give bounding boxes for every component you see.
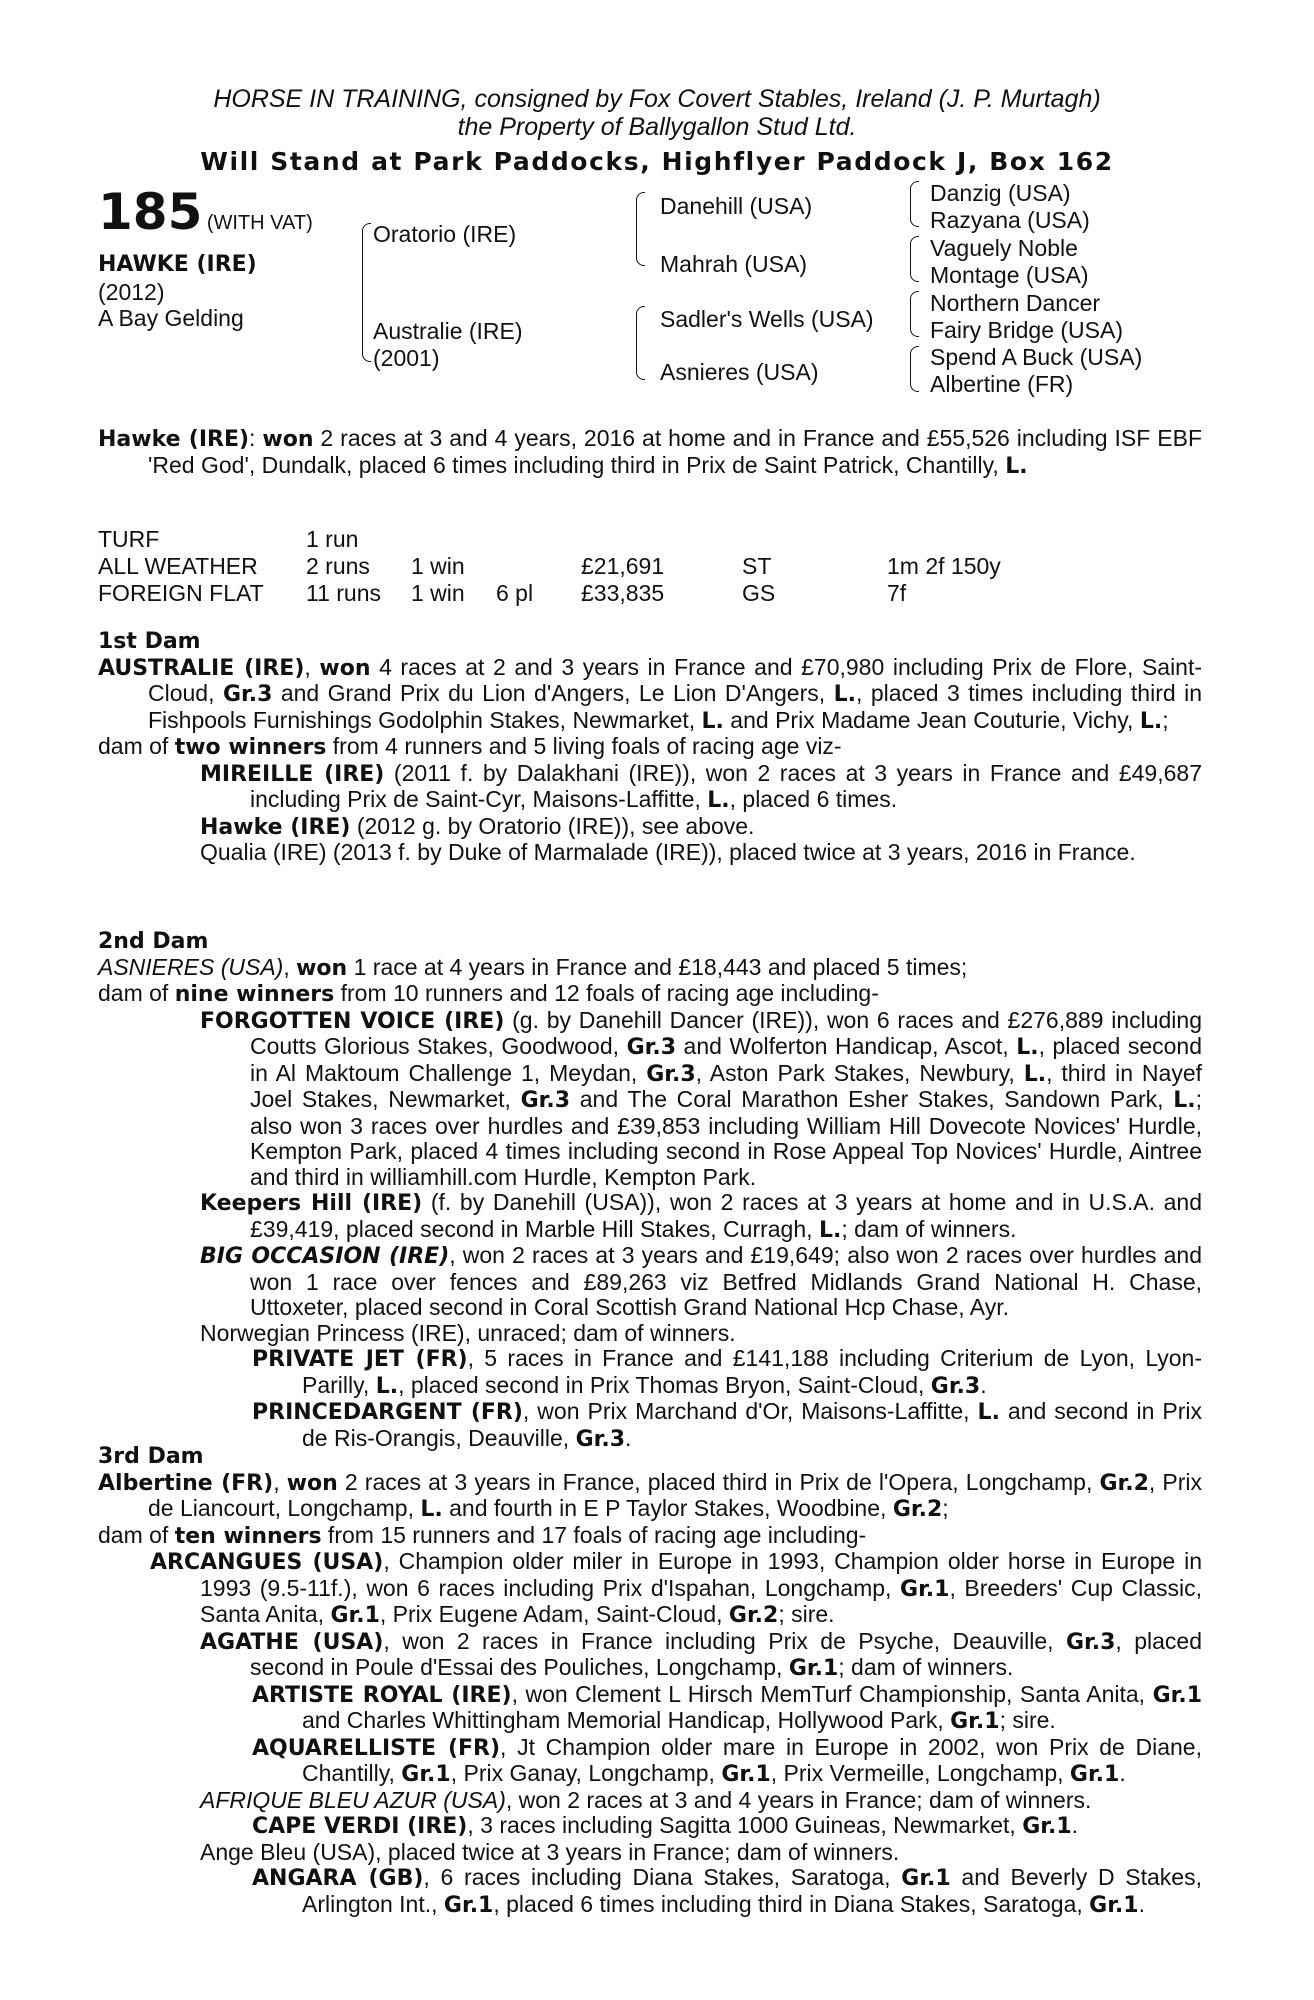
summary-horse-name: Hawke (IRE) — [98, 427, 250, 452]
record-cell-prize: £21,691 — [581, 553, 665, 579]
sd-dam: Montage (USA) — [930, 262, 1089, 288]
dam-year: (2001) — [373, 345, 440, 371]
second-dam-heading: 2nd Dam — [98, 929, 209, 954]
third-dam-heading: 3rd Dam — [98, 1444, 204, 1469]
record-cell-distance — [887, 526, 1037, 553]
produce-item: Hawke (IRE) (2012 g. by Oratorio (IRE)), see above. — [200, 812, 755, 840]
dam-dam: Asnieres (USA) — [660, 359, 819, 385]
bracket-1 — [910, 181, 919, 227]
record-cell-runs: 11 runs — [306, 580, 382, 606]
lot-number: 185 — [98, 183, 203, 241]
record-row — [98, 580, 1037, 607]
produce-item: PRIVATE JET (FR), 5 races in France and £141,188 including Criterium de Lyon, Lyon-Parilly, L., placed second in Prix Thomas Bryon, Saint-Cloud, Gr.3. — [252, 1345, 1202, 1399]
third-dam-section: 3rd Dam Albertine (FR), won 2 races at 3 years in France, placed third in Prix de l'Opera, Longchamp, Gr.2, Prix de Liancourt, Longchamp, L. and fourth in E P Taylor Stakes, Woodbine, Gr.2; dam of ten winners from 15 runners and 17 foals of racing age including- ARCANGUES (USA), Champion older miler in Europe in 1993, Champion older horse in Europe in 1993 (9.5-11f.), won 6 races including Prix d'Ispahan, Longchamp, Gr.1, Breeders' Cup Classic, Santa Anita, Gr.1, Prix Eugene Adam, Saint-Cloud, Gr.2; sire. AGATHE (USA), won 2 races in France including Prix de Psyche, Deauville, Gr.3, placed second in Poule d'Essai des Pouliches, Longchamp, Gr.1; dam of winners. ARTISTE ROYAL (IRE), won Clement L Hirsch MemTurf Championship, Santa Anita, Gr.1 and Charles Whittingham Memorial Handicap, Hollywood Park, Gr.1; sire. AQUARELLISTE (FR), Jt Champion older mare in Europe in 2002, won Prix de Diane, Chantilly, Gr.1, Prix Ganay, Longchamp, Gr.1, Prix Vermeille, Longchamp, Gr.1. AFRIQUE BLEU AZUR (USA), won 2 races at 3 and 4 years in France; dam of winners. CAPE VERDI (IRE), 3 races including Sagitta 1000 Guineas, Newmarket, Gr.1. Ange Bleu (USA), placed twice at 3 years in France; dam of winners. ANGARA (GB), 6 races including Diana Stakes, Saratoga, Gr.1 and Beverly D Stakes, Arlington Int., Gr.1, placed 6 times including third in Diana Stakes, Saratoga, Gr.1. — [98, 1444, 1203, 1918]
dam-parents-bracket — [636, 306, 645, 380]
sire-dam-bracket — [362, 223, 371, 362]
sire-parents-bracket — [636, 192, 645, 266]
dd-dam: Albertine (FR) — [930, 371, 1074, 397]
record-cell-placed — [496, 553, 581, 580]
record-cell-going — [742, 526, 887, 553]
produce-item: Keepers Hill (IRE) (f. by Danehill (USA)), won 2 races at 3 years at home and in U.S.A. and £39,419, placed second in Marble Hill Stakes, Curragh, L.; dam of winners. — [200, 1189, 1203, 1243]
produce-item: Ange Bleu (USA), placed twice at 3 years in France; dam of winners. — [200, 1838, 900, 1865]
bracket-2 — [910, 236, 919, 282]
stand-location: Will Stand at Park Paddocks, Highflyer Paddock J, Box 162 — [200, 147, 1114, 176]
second-dam-name: ASNIERES (USA) — [98, 953, 284, 980]
produce-item: BIG OCCASION (IRE), won 2 races at 3 years and £19,649; also won 2 races over hurdles and won 1 race over fences and £89,263 viz Betfred Midlands Grand National H. Chase, Uttoxeter, placed second in Coral Scottish Grand National Hcp Chase, Ayr. — [200, 1242, 1202, 1320]
first-dam-name: AUSTRALIE (IRE) — [98, 655, 305, 681]
record-cell-type: TURF — [98, 526, 160, 552]
property-line: the Property of Ballygallon Stud Ltd. — [457, 113, 857, 141]
dam-sire: Sadler's Wells (USA) — [660, 306, 874, 332]
record-cell-type: ALL WEATHER — [98, 553, 258, 579]
third-dam-name: Albertine (FR) — [98, 1470, 274, 1496]
produce-item: PRINCEDARGENT (FR), won Prix Marchand d'Or, Maisons-Laffitte, L. and second in Prix de Ris-Orangis, Deauville, Gr.3. — [252, 1398, 1202, 1452]
ds-sire: Northern Dancer — [930, 290, 1101, 316]
produce-item: ANGARA (GB), 6 races including Diana Stakes, Saratoga, Gr.1 and Beverly D Stakes, Arlington Int., Gr.1, placed 6 times including third in Diana Stakes, Saratoga, Gr.1. — [252, 1864, 1202, 1918]
ss-sire: Danzig (USA) — [930, 180, 1071, 206]
produce-item: ARCANGUES (USA), Champion older miler in Europe in 1993, Champion older horse in Europe in 1993 (9.5-11f.), won 6 races including Prix d'Ispahan, Longchamp, Gr.1, Breeders' Cup Classic, Santa Anita, Gr.1, Prix Eugene Adam, Saint-Cloud, Gr.2; sire. — [150, 1548, 1203, 1628]
sire-dam: Mahrah (USA) — [660, 251, 807, 277]
horse-description: A Bay Gelding — [98, 305, 244, 331]
record-row — [98, 553, 1037, 580]
produce-item: AFRIQUE BLEU AZUR (USA), won 2 races at 3 and 4 years in France; dam of winners. — [200, 1786, 1092, 1813]
record-cell-runs: 2 runs — [306, 553, 370, 579]
sire: Oratorio (IRE) — [373, 221, 517, 247]
record-cell-prize: £33,835 — [581, 580, 665, 606]
produce-item: Norwegian Princess (IRE), unraced; dam of winners. — [200, 1319, 736, 1346]
record-cell-distance: 1m 2f 150y — [887, 553, 1001, 579]
dd-sire: Spend A Buck (USA) — [930, 344, 1143, 370]
record-cell-distance: 7f — [887, 580, 907, 606]
produce-item: AQUARELLISTE (FR), Jt Champion older mare in Europe in 2002, won Prix de Diane, Chantilly, Gr.1, Prix Ganay, Longchamp, Gr.1, Prix Vermeille, Longchamp, Gr.1. — [252, 1733, 1202, 1787]
produce-item: FORGOTTEN VOICE (IRE) (g. by Danehill Dancer (IRE)), won 6 races and £276,889 including Coutts Glorious Stakes, Goodwood, Gr.3 and Wolferton Handicap, Ascot, L., placed second in Al Maktoum Challenge 1, Meydan, Gr.3, Aston Park Stakes, Newbury, L., third in Nayef Joel Stakes, Newmarket, Gr.3 and The Coral Marathon Esher Stakes, Sandown Park, L.; also won 3 races over hurdles and £39,853 including William Hill Dovecote Novices' Hurdle, Kempton Park, placed 4 times including second in Rose Appeal Top Novices' Hurdle, Aintree and third in williamhill.com Hurdle, Kempton Park. — [200, 1006, 1203, 1190]
foaling-year: (2012) — [98, 279, 165, 305]
produce-item: CAPE VERDI (IRE), 3 races including Sagitta 1000 Guineas, Newmarket, Gr.1. — [252, 1812, 1079, 1839]
sd-sire: Vaguely Noble — [930, 235, 1078, 261]
first-dam-section: 1st Dam AUSTRALIE (IRE), won 4 races at 2 and 3 years in France and £70,980 including Prix de Flore, Saint-Cloud, Gr.3 and Grand Prix du Lion d'Angers, Le Lion D'Angers, L., placed 3 times including third in Fishpools Furnishings Godolphin Stakes, Newmarket, L. and Prix Madame Jean Couturie, Vichy, L.; dam of two winners from 4 runners and 5 living foals of racing age viz- MIREILLE (IRE) (2011 f. by Dalakhani (IRE)), won 2 races at 3 years in France and £49,687 including Prix de Saint-Cyr, Maisons-Laffitte, L., placed 6 times. Hawke (IRE) (2012 g. by Oratorio (IRE)), see above. Qualia (IRE) (2013 f. by Duke of Marmalade (IRE)), placed twice at 3 years, 2016 in France. — [98, 629, 1203, 865]
record-cell-placed — [496, 526, 581, 553]
record-row — [98, 526, 1037, 553]
ds-dam: Fairy Bridge (USA) — [930, 317, 1123, 343]
produce-item: MIREILLE (IRE) (2011 f. by Dalakhani (IRE)), won 2 races at 3 years in France and £49,687 including Prix de Saint-Cyr, Maisons-Laffitte, L., placed 6 times. — [200, 759, 1202, 813]
bracket-4 — [910, 346, 919, 392]
horse-name: HAWKE (IRE) — [98, 252, 257, 277]
first-dam-heading: 1st Dam — [98, 629, 201, 654]
race-summary: Hawke (IRE): won 2 races at 3 and 4 years, 2016 at home and in France and £55,526 including ISF EBF 'Red God', Dundalk, placed 6 times including third in Prix de Saint Patrick, Chantilly, L. — [98, 425, 1202, 479]
lot-heading — [98, 183, 313, 241]
record-cell-type: FOREIGN FLAT — [98, 580, 264, 606]
vat-note: (WITH VAT) — [206, 212, 313, 234]
bracket-3 — [910, 291, 919, 337]
consignor-line: HORSE IN TRAINING, consigned by Fox Covert Stables, Ireland (J. P. Murtagh) — [213, 85, 1101, 113]
produce-item: ARTISTE ROYAL (IRE), won Clement L Hirsch MemTurf Championship, Santa Anita, Gr.1 and Charles Whittingham Memorial Handicap, Hollywood Park, Gr.1; sire. — [252, 1680, 1202, 1734]
race-record-table — [98, 526, 1037, 607]
second-dam-section: 2nd Dam ASNIERES (USA), won 1 race at 4 years in France and £18,443 and placed 5 times; dam of nine winners from 10 runners and 12 foals of racing age including- FORGOTTEN VOICE (IRE) (g. by Danehill Dancer (IRE)), won 6 races and £276,889 including Coutts Glorious Stakes, Goodwood, Gr.3 and Wolferton Handicap, Ascot, L., placed second in Al Maktoum Challenge 1, Meydan, Gr.3, Aston Park Stakes, Newbury, L., third in Nayef Joel Stakes, Newmarket, Gr.3 and The Coral Marathon Esher Stakes, Sandown Park, L.; also won 3 races over hurdles and £39,853 including William Hill Dovecote Novices' Hurdle, Kempton Park, placed 4 times including second in Rose Appeal Top Novices' Hurdle, Aintree and third in williamhill.com Hurdle, Kempton Park. Keepers Hill (IRE) (f. by Danehill (USA)), won 2 races at 3 years at home and in U.S.A. and £39,419, placed second in Marble Hill Stakes, Curragh, L.; dam of winners. BIG OCCASION (IRE), won 2 races at 3 years and £19,649; also won 2 races over hurdles and won 1 race over fences and £89,263 viz Betfred Midlands Grand National H. Chase, Uttoxeter, placed second in Coral Scottish Grand National Hcp Chase, Ayr. Norwegian Princess (IRE), unraced; dam of winners. PRIVATE JET (FR), 5 races in France and £141,188 including Criterium de Lyon, Lyon-Parilly, L., placed second in Prix Thomas Bryon, Saint-Cloud, Gr.3. PRINCEDARGENT (FR), won Prix Marchand d'Or, Maisons-Laffitte, L. and second in Prix de Ris-Orangis, Deauville, Gr.3. — [98, 929, 1203, 1452]
record-cell-going: GS — [742, 580, 776, 606]
sire-sire: Danehill (USA) — [660, 193, 813, 219]
produce-item: Qualia (IRE) (2013 f. by Duke of Marmalade (IRE)), placed twice at 3 years, 2016 in France. — [200, 839, 1136, 865]
record-cell-prize — [581, 526, 742, 553]
record-cell-placed: 6 pl — [496, 580, 534, 606]
produce-item: AGATHE (USA), won 2 races in France including Prix de Psyche, Deauville, Gr.3, placed second in Poule d'Essai des Pouliches, Longchamp, Gr.1; dam of winners. — [200, 1627, 1202, 1681]
record-cell-wins: 1 win — [411, 580, 465, 606]
dam: Australie (IRE) — [373, 318, 523, 344]
record-cell-wins: 1 win — [411, 553, 465, 579]
ss-dam: Razyana (USA) — [930, 207, 1090, 233]
record-cell-wins — [411, 526, 496, 553]
record-cell-runs: 1 run — [306, 526, 359, 552]
record-cell-going: ST — [742, 553, 772, 579]
